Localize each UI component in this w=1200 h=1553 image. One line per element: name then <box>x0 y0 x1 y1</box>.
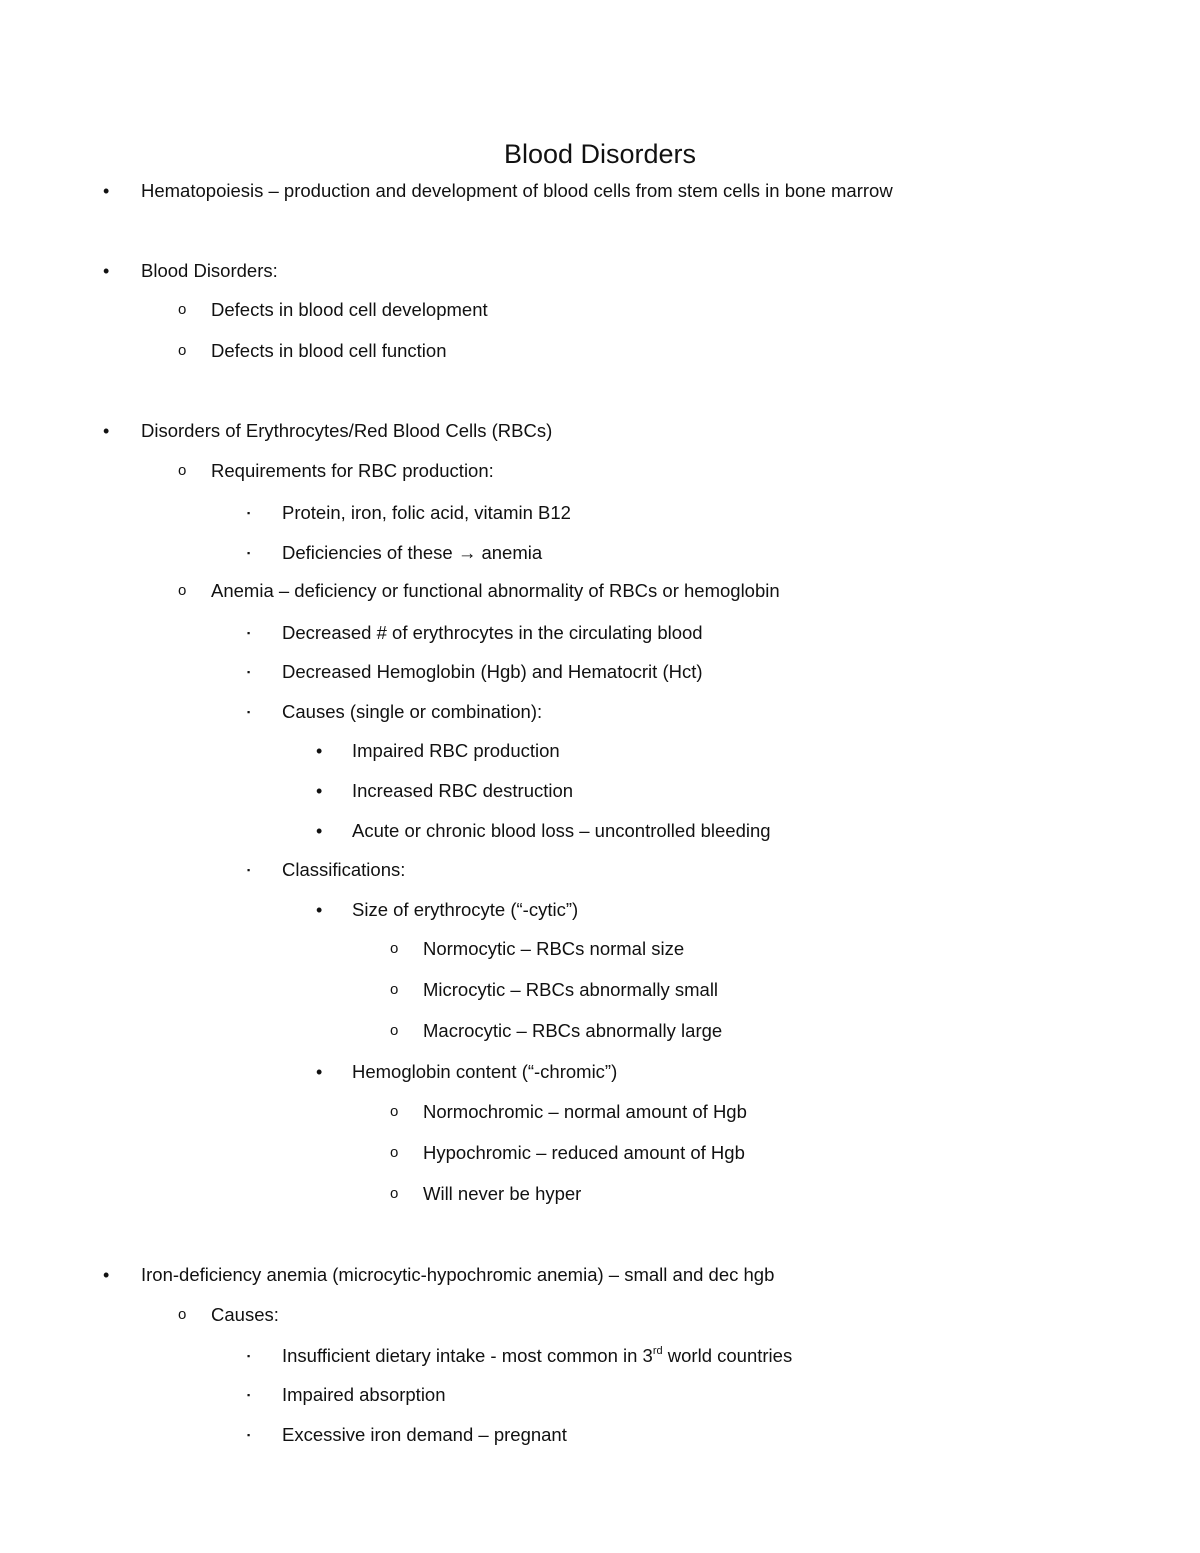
list-item-text-continued: world countries <box>662 1345 793 1366</box>
list-item-text: Classifications: <box>282 859 406 880</box>
list-item-text: Will never be hyper <box>423 1183 582 1204</box>
list-item-level-4 <box>352 738 560 764</box>
list-item-level-4 <box>352 778 573 804</box>
list-item-level-1 <box>141 258 278 284</box>
list-item-level-3 <box>282 540 542 566</box>
list-item-text: Normochromic – normal amount of Hgb <box>423 1101 747 1122</box>
list-item-level-1 <box>141 418 552 444</box>
list-item-text: Blood Disorders: <box>141 260 278 281</box>
list-item-text: Excessive iron demand – pregnant <box>282 1424 567 1445</box>
list-item-text: Hematopoiesis – production and development of blood cells from stem cells in bone marrow <box>141 180 893 201</box>
bullet-disc-icon: • <box>316 821 323 841</box>
list-item-text: Hypochromic – reduced amount of Hgb <box>423 1142 745 1163</box>
list-item-text: Disorders of Erythrocytes/Red Blood Cells (RBCs) <box>141 420 553 441</box>
bullet-disc-icon: • <box>316 741 323 761</box>
list-item-level-5 <box>423 1140 745 1166</box>
list-item-level-2 <box>211 578 780 604</box>
list-item-level-5 <box>423 977 718 1003</box>
bullet-circle-icon: o <box>178 342 187 359</box>
bullet-circle-icon: o <box>390 981 399 998</box>
list-item-level-3 <box>282 857 405 883</box>
list-item-text: Defects in blood cell development <box>211 299 488 320</box>
bullet-square-icon: ▪ <box>247 1390 251 1400</box>
list-item-text: Macrocytic – RBCs abnormally large <box>423 1020 723 1041</box>
list-item-level-5 <box>423 1099 747 1125</box>
list-item-level-5 <box>423 1018 722 1044</box>
bullet-square-icon: ▪ <box>247 667 251 677</box>
bullet-square-icon: ▪ <box>247 707 251 717</box>
list-item-level-3 <box>282 500 571 526</box>
list-item-level-5 <box>423 936 684 962</box>
bullet-circle-icon: o <box>390 1103 399 1120</box>
list-item-text: Causes (single or combination): <box>282 701 543 722</box>
bullet-disc-icon: • <box>103 421 110 441</box>
list-item-level-2 <box>211 338 447 364</box>
bullet-square-icon: ▪ <box>247 1430 251 1440</box>
bullet-circle-icon: o <box>390 1144 399 1161</box>
superscript-text: rd <box>652 1344 663 1357</box>
bullet-circle-icon: o <box>390 940 399 957</box>
list-item-level-1 <box>141 1262 774 1288</box>
bullet-square-icon: ▪ <box>247 548 251 558</box>
list-item-level-2 <box>211 458 494 484</box>
bullet-disc-icon: • <box>316 781 323 801</box>
list-item-text: Hemoglobin content (“-chromic”) <box>352 1061 618 1082</box>
list-item-text: Decreased # of erythrocytes in the circulating blood <box>282 622 703 643</box>
list-item-level-4 <box>352 1059 617 1085</box>
list-item-text: Impaired absorption <box>282 1384 446 1405</box>
bullet-square-icon: ▪ <box>247 628 251 638</box>
bullet-disc-icon: • <box>316 900 323 920</box>
list-item-level-1 <box>141 178 893 204</box>
bullet-square-icon: ▪ <box>247 865 251 875</box>
list-item-text: Causes: <box>211 1304 279 1325</box>
list-item-level-2 <box>211 297 488 323</box>
list-item-level-4 <box>352 897 578 923</box>
bullet-circle-icon: o <box>178 582 187 599</box>
bullet-disc-icon: • <box>103 1265 110 1285</box>
list-item-text: Microcytic – RBCs abnormally small <box>423 979 719 1000</box>
list-item-level-3 <box>282 1382 446 1408</box>
list-item-text: Deficiencies of these → anemia <box>282 542 543 563</box>
bullet-disc-icon: • <box>316 1062 323 1082</box>
list-item-text: Requirements for RBC production: <box>211 460 494 481</box>
bullet-circle-icon: o <box>390 1185 399 1202</box>
list-item-text: Acute or chronic blood loss – uncontrolled bleeding <box>352 820 771 841</box>
bullet-circle-icon: o <box>178 462 187 479</box>
bullet-circle-icon: o <box>178 301 187 318</box>
list-item-text: Iron-deficiency anemia (microcytic-hypochromic anemia) – small and dec hgb <box>141 1264 775 1285</box>
list-item-level-4 <box>352 818 771 844</box>
list-item-text: Decreased Hemoglobin (Hgb) and Hematocrit (Hct) <box>282 661 703 682</box>
list-item-text: Size of erythrocyte (“-cytic”) <box>352 899 579 920</box>
list-item-text: Increased RBC destruction <box>352 780 574 801</box>
bullet-circle-icon: o <box>390 1022 399 1039</box>
list-item-text: Normocytic – RBCs normal size <box>423 938 685 959</box>
page-title: Blood Disorders <box>503 139 697 169</box>
list-item-text: Insufficient dietary intake - most common in 3 <box>282 1345 653 1366</box>
list-item-level-5 <box>423 1181 581 1207</box>
bullet-circle-icon: o <box>178 1306 187 1323</box>
bullet-disc-icon: • <box>103 181 110 201</box>
list-item-level-3 <box>282 1343 792 1369</box>
list-item-text: Defects in blood cell function <box>211 340 447 361</box>
bullet-square-icon: ▪ <box>247 1351 251 1361</box>
bullet-square-icon: ▪ <box>247 508 251 518</box>
list-item-text: Protein, iron, folic acid, vitamin B12 <box>282 502 571 523</box>
list-item-text: Impaired RBC production <box>352 740 560 761</box>
list-item-text: Anemia – deficiency or functional abnormality of RBCs or hemoglobin <box>211 580 780 601</box>
bullet-disc-icon: • <box>103 261 110 281</box>
list-item-level-3 <box>282 659 703 685</box>
list-item-level-3 <box>282 699 542 725</box>
list-item-level-2 <box>211 1302 279 1328</box>
list-item-level-3 <box>282 620 703 646</box>
list-item-level-3 <box>282 1422 567 1448</box>
